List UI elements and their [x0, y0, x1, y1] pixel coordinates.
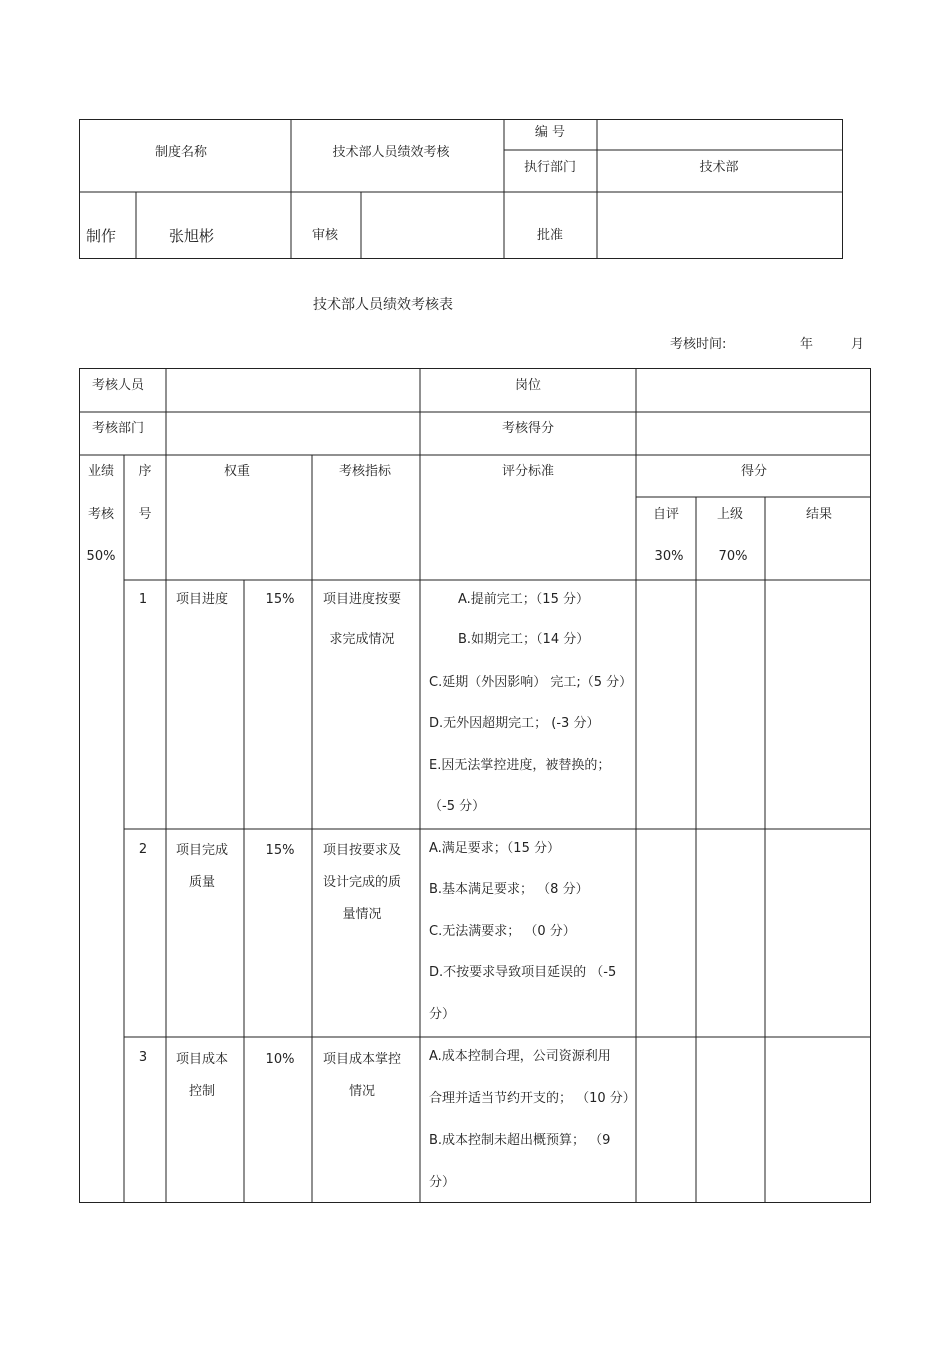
- row-1-item: 项目进度: [175, 592, 229, 607]
- row-1-standard-b: B.如期完工；（14 分）: [458, 632, 590, 647]
- row-3-item-line1: 项目成本: [175, 1052, 229, 1067]
- result-header: 结果: [805, 507, 833, 522]
- exec-dept-label: 执行部门: [523, 160, 577, 175]
- self-header: 自评: [652, 507, 680, 522]
- weight-header: 权重: [223, 464, 251, 479]
- perf-header-line2: 考核: [87, 507, 115, 522]
- self-pct: 30%: [654, 549, 684, 564]
- row-1-standard-e-cont: （-5 分）: [429, 799, 486, 814]
- row-2-standard-c: C.无法满要求； （0 分）: [429, 924, 576, 939]
- row-2-item-line1: 项目完成: [175, 843, 229, 858]
- indicator-header: 考核指标: [338, 464, 392, 479]
- row-3-standard-b-cont: 分）: [429, 1175, 456, 1190]
- row-3-indicator-line1: 项目成本掌控: [322, 1052, 402, 1067]
- row-2-indicator-line1: 项目按要求及: [322, 843, 402, 858]
- score-header: 得分: [740, 464, 768, 479]
- made-by-label: 制作: [86, 227, 117, 245]
- row-2-weight: 15%: [265, 843, 295, 858]
- row-1-weight: 15%: [265, 592, 295, 607]
- row-3-indicator-line2: 情况: [348, 1084, 376, 1099]
- superior-pct: 70%: [718, 549, 748, 564]
- year-label: 年: [800, 337, 814, 352]
- approve-label: 批准: [536, 228, 564, 243]
- row-1-seq: 1: [138, 592, 148, 607]
- row-2-item-line2: 质量: [188, 875, 216, 890]
- row-3-weight: 10%: [265, 1052, 295, 1067]
- row-1-standard-d: D.无外因超期完工； (-3 分）: [429, 716, 600, 731]
- person-label: 考核人员: [91, 378, 145, 393]
- dept-label: 考核部门: [91, 421, 145, 436]
- row-2-indicator-line3: 量情况: [342, 907, 382, 922]
- standard-header: 评分标准: [501, 464, 555, 479]
- row-3-item-line2: 控制: [188, 1084, 216, 1099]
- row-1-standard-a: A.提前完工；（15 分）: [458, 592, 589, 607]
- perf-header-line1: 业绩: [87, 464, 115, 479]
- system-name-value: 技术部人员绩效考核: [332, 145, 450, 160]
- superior-header: 上级: [716, 507, 744, 522]
- score-label: 考核得分: [501, 421, 555, 436]
- month-label: 月: [851, 337, 865, 352]
- row-3-standard-b: B.成本控制未超出概预算； （9: [429, 1133, 611, 1148]
- post-label: 岗位: [514, 378, 542, 393]
- form-title: 技术部人员绩效考核表: [313, 297, 453, 313]
- row-1-indicator-line2: 求完成情况: [329, 632, 395, 647]
- row-2-indicator-line2: 设计完成的质: [322, 875, 402, 890]
- row-2-standard-d: D.不按要求导致项目延误的 （-5: [429, 965, 617, 980]
- row-2-standard-b: B.基本满足要求； （8 分）: [429, 882, 589, 897]
- review-label: 审核: [312, 228, 339, 243]
- seq-header-line1: 序: [138, 464, 152, 479]
- exec-dept-value: 技术部: [699, 160, 739, 175]
- row-1-indicator-line1: 项目进度按要: [322, 592, 402, 607]
- system-name-label: 制度名称: [154, 145, 208, 160]
- seq-header-line2: 号: [138, 507, 152, 522]
- made-by-value: 张旭彬: [169, 227, 215, 245]
- row-3-standard-a-cont: 合理并适当节约开支的； （10 分）: [429, 1091, 636, 1106]
- row-1-standard-c: C.延期（外因影响） 完工;（5 分）: [429, 675, 633, 690]
- row-1-standard-e: E.因无法掌控进度，被替换的；: [429, 758, 611, 773]
- perf-header-line3: 50%: [86, 549, 116, 564]
- row-3-seq: 3: [138, 1050, 148, 1065]
- number-label: 编 号: [534, 125, 566, 140]
- row-2-standard-d-cont: 分）: [429, 1007, 456, 1022]
- row-3-standard-a: A.成本控制合理，公司资源利用: [429, 1049, 611, 1064]
- row-2-seq: 2: [138, 842, 148, 857]
- time-label: 考核时间:: [670, 337, 727, 352]
- row-2-standard-a: A.满足要求；（15 分）: [429, 841, 560, 856]
